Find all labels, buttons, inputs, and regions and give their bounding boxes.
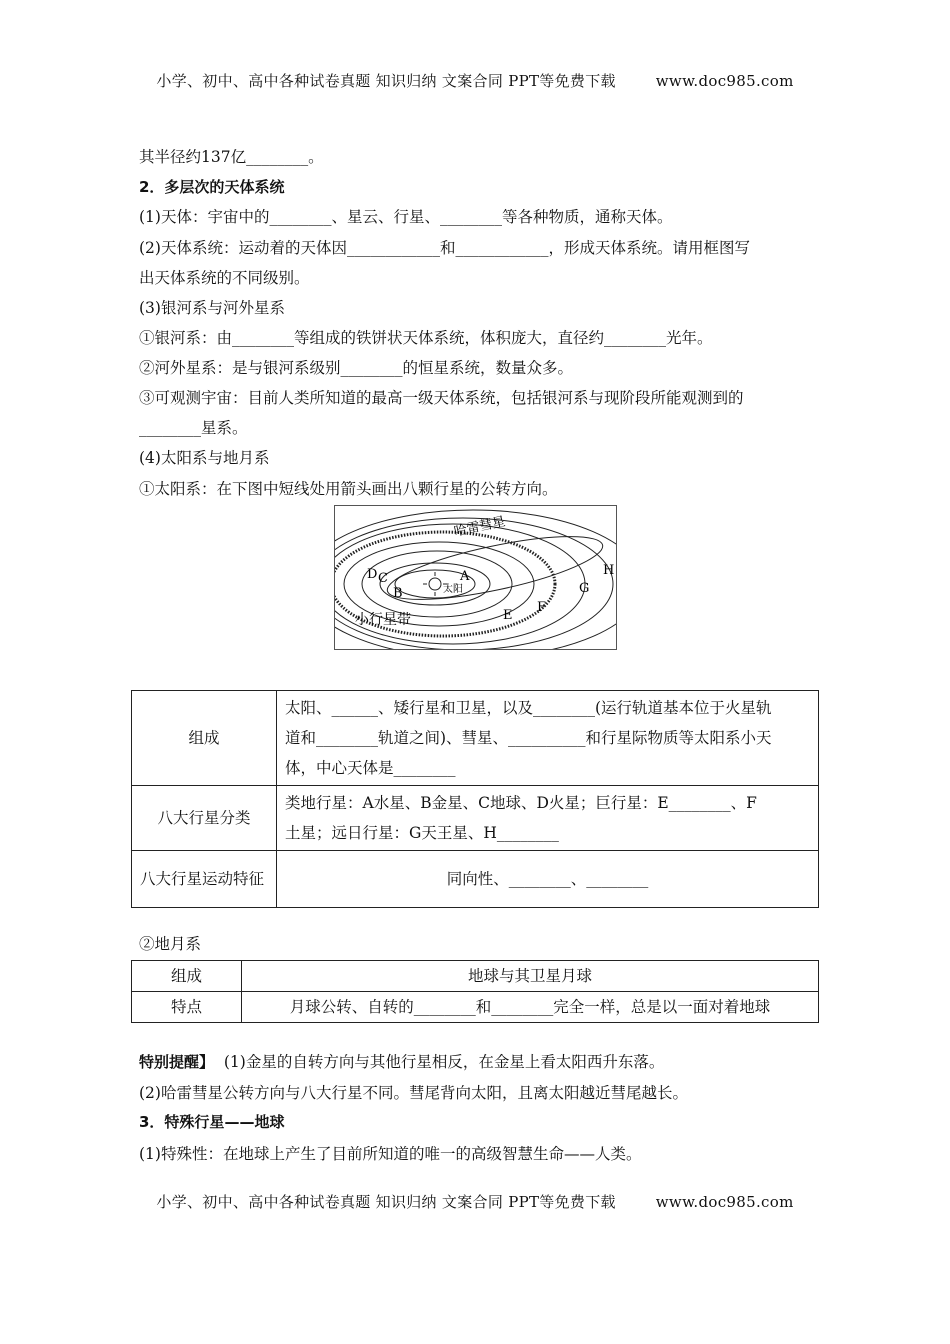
section-heading: 3．特殊行星——地球 [139,1113,285,1131]
row-content: 月球公转、自转的________和________完全一样，总是以一面对着地球 [242,992,819,1023]
row-content: 地球与其卫星月球 [242,961,819,992]
row-content [277,786,819,851]
header-url: www.doc985.com [655,72,794,90]
page-header [0,70,950,91]
row-content: 同向性、________、________ [277,851,819,908]
text-line: (2)天体系统：运动着的天体因____________和____________，形成天体系统。请用框图写 [139,239,750,257]
text-line: (3)银河系与河外星系 [139,299,285,317]
solar-system-diagram [334,505,617,650]
tip-line [139,1050,664,1072]
page-footer [0,1191,950,1212]
table-row [132,691,819,786]
cell-line: 土星；远日行星：G天王星、H________ [285,824,559,842]
row-header: 组成 [132,691,277,786]
text-line: ①银河系：由________等组成的铁饼状天体系统，体积庞大，直径约________光年。 [139,329,713,347]
footer-url: www.doc985.com [655,1193,794,1211]
text-line: ①太阳系：在下图中短线处用箭头画出八颗行星的公转方向。 [139,480,558,498]
cell-line: 道和________轨道之间)、彗星、__________和行星际物质等太阳系小天 [285,729,772,747]
planet-label: H [603,563,615,578]
tip-label: 特别提醒】 [139,1053,215,1071]
planet-label: G [579,581,590,596]
table-row [132,961,819,992]
earth-moon-table [131,960,819,1023]
planet-label: A [460,569,470,584]
planet-label: B [393,586,403,601]
planet-label: D [367,567,378,582]
section-heading: 2．多层次的天体系统 [139,178,285,196]
tip-text: (1)金星的自转方向与其他行星相反，在金星上看太阳西升东落。 [223,1053,665,1071]
comet-label: 哈雷彗星 [452,514,507,540]
cell-line: 类地行星：A水星、B金星、C地球、D火星；巨行星：E________、F [285,794,757,812]
text-line: 其半径约137亿________。 [139,148,324,166]
row-header: 组成 [132,961,242,992]
text-line: ③可观测宇宙：目前人类所知道的最高一级天体系统，包括银河系与现阶段所能观测到的 [139,389,744,407]
table-row [132,851,819,908]
text-line: ________星系。 [139,419,248,437]
planet-label: F [537,600,547,615]
tip-line: (2)哈雷彗星公转方向与八大行星不同。彗尾背向太阳，且离太阳越近彗尾越长。 [139,1084,688,1102]
cell-line: 太阳、______、矮行星和卫星，以及________(运行轨道基本位于火星轨 [285,699,772,717]
cell-line: 体，中心天体是________ [285,759,456,777]
planet-label: C [378,571,388,586]
header-text: 小学、初中、高中各种试卷真题 知识归纳 文案合同 PPT等免费下载 [156,72,616,90]
text-line: 出天体系统的不同级别。 [139,269,310,287]
text-line: (1)特殊性：在地球上产生了目前所知道的唯一的高级智慧生命——人类。 [139,1145,642,1163]
table-row [132,992,819,1023]
row-header: 八大行星运动特征 [132,851,277,908]
row-header: 八大行星分类 [132,786,277,851]
text-line: (1)天体：宇宙中的________、星云、行星、________等各种物质，通称天体。 [139,208,673,226]
row-content [277,691,819,786]
table-row [132,786,819,851]
solar-system-table [131,690,819,908]
asteroid-belt-label: 小行星带 [355,612,411,628]
planet-label: E [503,608,513,623]
text-line: ②河外星系：是与银河系级别________的恒星系统，数量众多。 [139,359,574,377]
subsection-title: ②地月系 [139,935,202,953]
text-line: (4)太阳系与地月系 [139,449,270,467]
sun-label: 太阳 [443,584,463,595]
row-header: 特点 [132,992,242,1023]
footer-text: 小学、初中、高中各种试卷真题 知识归纳 文案合同 PPT等免费下载 [156,1193,616,1211]
